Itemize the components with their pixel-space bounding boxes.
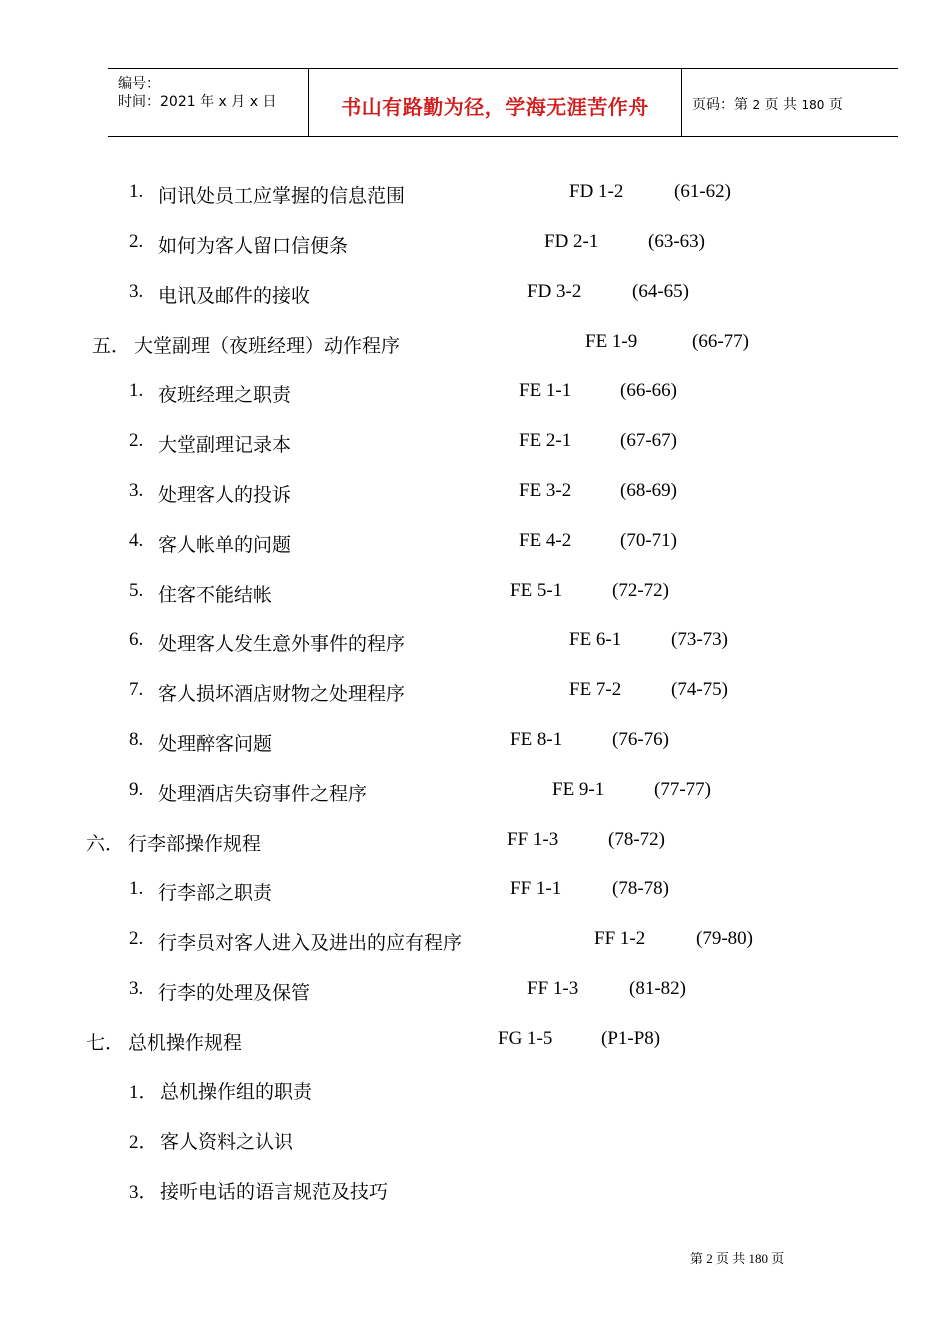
toc-code: FE 9-1: [552, 779, 605, 800]
header-page-mid: 页 共: [764, 97, 797, 113]
toc-title: 处理醉客问题: [158, 733, 273, 755]
toc-code: FE 8-1: [510, 729, 563, 750]
header-page-prefix: 页码：第: [692, 97, 748, 113]
toc-title: 电讯及邮件的接收: [158, 285, 311, 307]
toc-code: FF 1-1: [510, 878, 562, 899]
toc-page-range: (78-78): [612, 878, 669, 899]
toc-title: 行李员对客人进入及进出的应有程序: [158, 932, 463, 954]
toc-page-range: (P1-P8): [601, 1028, 661, 1049]
toc-number: 2.: [129, 928, 144, 949]
toc-number: 3.: [129, 978, 144, 999]
toc-code: FG 1-5: [498, 1028, 553, 1049]
header-slogan: 书山有路勤为径，学海无涯苦作舟: [341, 95, 649, 119]
toc-code: FE 2-1: [519, 430, 572, 451]
toc-title: 处理酒店失窃事件之程序: [158, 783, 368, 805]
toc-code: FD 1-2: [569, 181, 624, 202]
toc-title: 夜班经理之职责: [158, 384, 292, 406]
toc-code: FE 6-1: [569, 629, 622, 650]
toc-number: 3.: [129, 281, 144, 302]
toc-page-range: (79-80): [696, 928, 753, 949]
header-meta-cell: [108, 69, 309, 136]
toc-number: 1.: [129, 181, 144, 202]
header-slogan-cell: [309, 69, 682, 136]
toc-page-range: (67-67): [620, 430, 677, 451]
toc-section-number: 七．: [86, 1032, 125, 1054]
toc-section-number: 五．: [92, 335, 131, 357]
toc-page-range: (63-63): [648, 231, 705, 252]
toc-title: 如何为客人留口信便条: [158, 235, 349, 257]
header-page-cell: [682, 69, 898, 136]
toc-page-range: (64-65): [632, 281, 689, 302]
document-number-label: 编号：: [118, 76, 160, 92]
toc-code: FE 7-2: [569, 679, 622, 700]
toc-number: 9.: [129, 779, 144, 800]
toc-title: 行李的处理及保管: [158, 982, 311, 1004]
page-header: [108, 68, 898, 137]
toc-code: FE 1-1: [519, 380, 572, 401]
toc-number: 4.: [129, 530, 144, 551]
toc-number: 2．: [129, 1132, 158, 1153]
toc-number: 1．: [129, 1082, 158, 1103]
toc-page-range: (76-76): [612, 729, 669, 750]
toc-section-title: 行李部操作规程: [128, 833, 262, 855]
toc-title: 客人帐单的问题: [158, 534, 292, 556]
toc-code: FF 1-3: [527, 978, 579, 999]
header-page-info: [692, 94, 843, 114]
toc-page-range: (66-66): [620, 380, 677, 401]
toc-number: 3.: [129, 480, 144, 501]
header-page-suffix: 页: [828, 97, 843, 113]
toc-number: 8.: [129, 729, 144, 750]
toc-number: 1.: [129, 380, 144, 401]
toc-page-range: (68-69): [620, 480, 677, 501]
toc-page-range: (77-77): [654, 779, 711, 800]
toc-code: FD 3-2: [527, 281, 582, 302]
toc-number: 2.: [129, 430, 144, 451]
toc-code: FE 3-2: [519, 480, 572, 501]
toc-number: 3．: [129, 1182, 158, 1203]
toc-number: 5.: [129, 580, 144, 601]
toc-title: 大堂副理记录本: [158, 434, 292, 456]
page-footer: [690, 1248, 784, 1267]
toc-number: 2.: [129, 231, 144, 252]
toc-title: 住客不能结帐: [158, 584, 273, 606]
toc-section-title: 总机操作规程: [128, 1032, 243, 1054]
toc-number: 6.: [129, 629, 144, 650]
footer-page-total: 180: [748, 1251, 769, 1266]
toc-number: 1.: [129, 878, 144, 899]
toc-title: 总机操作组的职责: [160, 1081, 313, 1103]
toc-title: 处理客人发生意外事件的程序: [158, 633, 406, 655]
toc-code: FE 1-9: [585, 331, 638, 352]
toc-title: 接听电话的语言规范及技巧: [160, 1181, 389, 1203]
toc-code: FF 1-3: [507, 829, 559, 850]
footer-page-prefix: 第: [690, 1251, 704, 1266]
toc-title: 客人资料之认识: [160, 1131, 294, 1153]
toc-title: 问讯处员工应掌握的信息范围: [158, 185, 406, 207]
toc-title: 客人损坏酒店财物之处理程序: [158, 683, 406, 705]
header-page-total: 180: [801, 98, 825, 112]
footer-page-suffix: 页: [771, 1251, 785, 1266]
toc-section-title: 大堂副理（夜班经理）动作程序: [134, 335, 401, 357]
footer-page-current: 2: [706, 1251, 713, 1266]
toc-page-range: (70-71): [620, 530, 677, 551]
toc-page-range: (66-77): [692, 331, 749, 352]
toc-page-range: (74-75): [671, 679, 728, 700]
toc-code: FE 4-2: [519, 530, 572, 551]
toc-code: FF 1-2: [594, 928, 646, 949]
toc-number: 7.: [129, 679, 144, 700]
toc-page-range: (78-72): [608, 829, 665, 850]
toc-section-number: 六．: [86, 833, 125, 855]
header-page-current: 2: [752, 98, 761, 112]
toc-code: FE 5-1: [510, 580, 563, 601]
footer-page-mid: 页 共: [716, 1251, 746, 1266]
toc-page-range: (73-73): [671, 629, 728, 650]
toc-code: FD 2-1: [544, 231, 599, 252]
toc-page-range: (72-72): [612, 580, 669, 601]
toc-page-range: (61-62): [674, 181, 731, 202]
toc-title: 行李部之职责: [158, 882, 273, 904]
toc-title: 处理客人的投诉: [158, 484, 292, 506]
toc-page-range: (81-82): [629, 978, 686, 999]
document-time-label: 时间：2021 年 x 月 x 日: [118, 94, 277, 110]
